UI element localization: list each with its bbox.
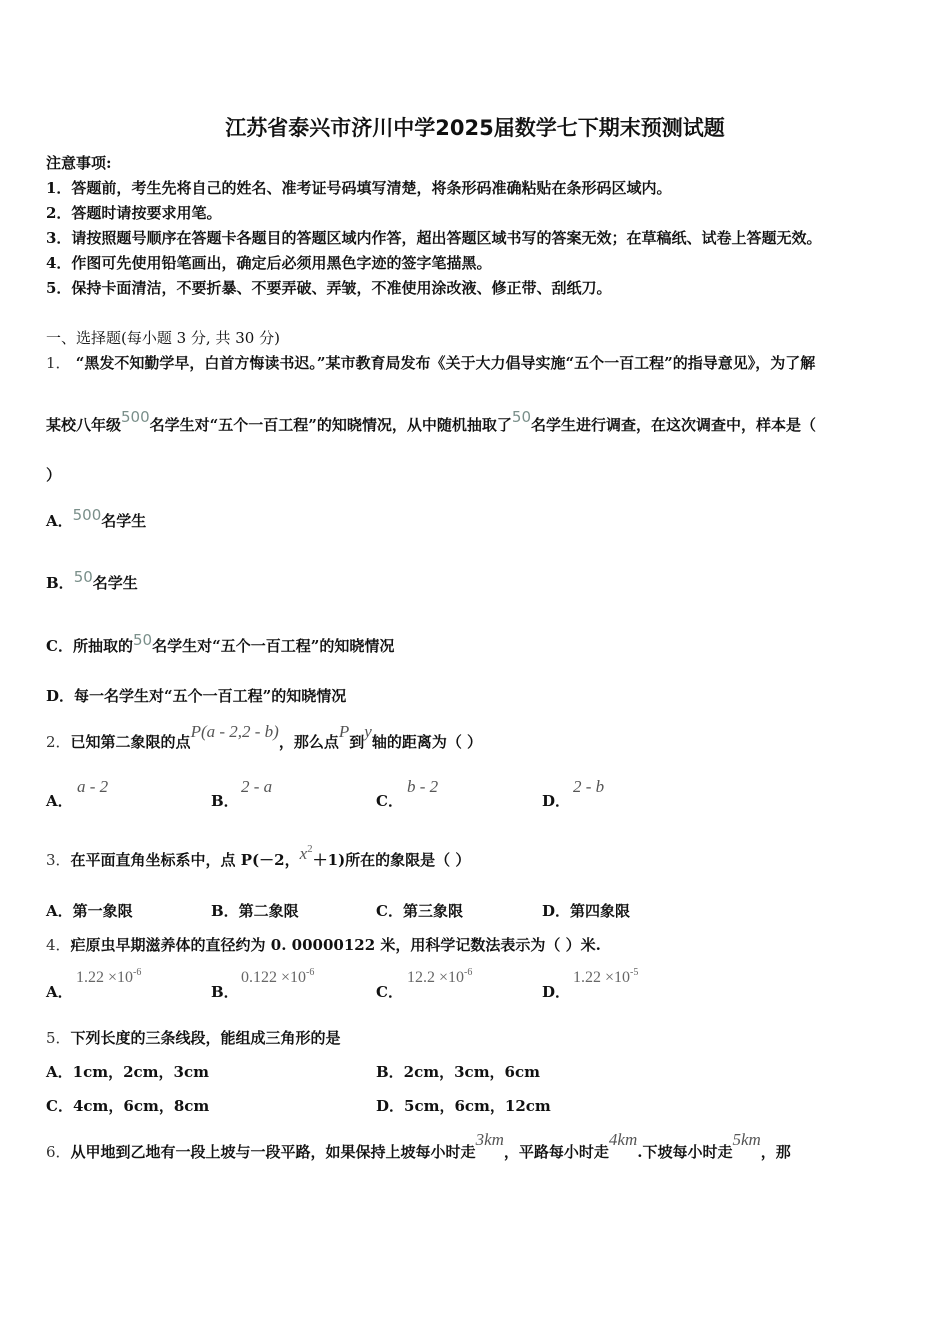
notice-item: 3．请按照题号顺序在答题卡各题目的答题区域内作答，超出答题区域书写的答案无效；在草稿纸、试卷上答题无效。 bbox=[46, 229, 822, 247]
math-expression: P bbox=[338, 722, 350, 741]
math-expression: y bbox=[364, 722, 372, 741]
option-text: 名学生 bbox=[101, 512, 147, 530]
math-number: 50 bbox=[511, 408, 532, 426]
option-c bbox=[46, 631, 395, 656]
option-c: C．4cm，6cm，8cm bbox=[46, 1097, 210, 1115]
option-b: B．2cm，3cm，6cm bbox=[376, 1063, 541, 1081]
question-number: 6． bbox=[46, 1143, 71, 1161]
question-text: 疟原虫早期滋养体的直径约为 0. 00000122 米，用科学记数法表示为（ ）米. bbox=[70, 936, 601, 954]
question-5 bbox=[46, 1027, 341, 1048]
option-b: B．第二象限 bbox=[211, 902, 299, 920]
notice-heading: 注意事项: bbox=[46, 154, 112, 172]
option-text: 所抽取的 bbox=[72, 637, 133, 655]
notice-item: 4．作图可先使用铅笔画出，确定后必须用黑色字迹的签字笔描黑。 bbox=[46, 254, 492, 272]
option-a bbox=[46, 506, 147, 531]
option-b bbox=[211, 981, 239, 1002]
question-text: ，那么点 bbox=[278, 733, 339, 751]
option-c-value: b - 2 bbox=[407, 777, 439, 796]
question-text: ，那 bbox=[760, 1143, 791, 1161]
question-number: 3． bbox=[46, 851, 71, 869]
math-expression: 5km bbox=[732, 1130, 761, 1149]
option-c: C．第三象限 bbox=[376, 902, 463, 920]
option-c bbox=[376, 790, 403, 811]
math-expression: 12.2 ×10 bbox=[407, 969, 465, 986]
option-label: A． bbox=[46, 792, 73, 810]
option-a-value bbox=[76, 969, 141, 987]
math-number: 50 bbox=[73, 568, 93, 586]
option-a bbox=[46, 790, 73, 811]
question-4 bbox=[46, 934, 601, 955]
option-a bbox=[46, 981, 73, 1002]
math-expression: 1.22 ×10 bbox=[573, 969, 631, 986]
option-d: D．5cm，6cm，12cm bbox=[376, 1097, 551, 1115]
question-6 bbox=[46, 1130, 791, 1162]
question-number: 4． bbox=[46, 936, 71, 954]
math-exponent: -6 bbox=[464, 967, 473, 978]
option-label: A． bbox=[46, 983, 73, 1001]
math-exponent: -5 bbox=[630, 967, 639, 978]
page-title: 江苏省泰兴市济川中学2025届数学七下期末预测试题 bbox=[225, 116, 725, 140]
option-label: B． bbox=[46, 574, 74, 592]
notice-item: 5．保持卡面清洁，不要折暴、不要弄破、弄皱，不准使用涂改液、修正带、刮纸刀。 bbox=[46, 279, 612, 297]
option-b-value bbox=[241, 969, 314, 987]
math-exponent: -6 bbox=[133, 967, 142, 978]
question-text: 下列长度的三条线段，能组成三角形的是 bbox=[70, 1029, 341, 1047]
notice-item: 1．答题前，考生先将自己的姓名、准考证号码填写清楚，将条形码准确粘贴在条形码区域内。 bbox=[46, 179, 672, 197]
text-segment: 某校八年级 bbox=[46, 416, 122, 434]
option-d-value: 2 - b bbox=[573, 777, 605, 796]
option-label: D． bbox=[542, 983, 571, 1001]
math-expression: 3km bbox=[475, 1130, 504, 1149]
section-heading: 一、选择题(每小题 3 分, 共 30 分) bbox=[46, 329, 280, 347]
option-label: C． bbox=[376, 983, 403, 1001]
notice-item: 2．答题时请按要求用笔。 bbox=[46, 204, 222, 222]
option-d bbox=[542, 981, 570, 1002]
option-text: 名学生对“五个一百工程”的知晓情况 bbox=[152, 637, 395, 655]
question-text: .下坡每小时走 bbox=[637, 1143, 733, 1161]
option-a: A．第一象限 bbox=[46, 902, 133, 920]
option-label: A． bbox=[46, 512, 73, 530]
math-number: 50 bbox=[132, 631, 153, 649]
option-label: B． bbox=[211, 983, 239, 1001]
question-text: ，平路每小时走 bbox=[503, 1143, 609, 1161]
math-number: 500 bbox=[72, 506, 102, 524]
math-expression: P(a - 2,2 - b) bbox=[190, 722, 279, 741]
option-d-value bbox=[573, 969, 638, 987]
text-segment: 名学生对“五个一百工程”的知晓情况，从中随机抽取了 bbox=[149, 416, 512, 434]
option-d bbox=[542, 790, 570, 811]
option-d bbox=[46, 685, 346, 706]
option-d: D．第四象限 bbox=[542, 902, 631, 920]
option-c bbox=[376, 981, 403, 1002]
math-expression: x bbox=[299, 844, 308, 863]
text-segment: 名学生进行调查，在这次调查中，样本是（ bbox=[531, 416, 817, 434]
question-1-line2 bbox=[46, 408, 817, 435]
question-text: “黑发不知勤学早，白首方悔读书迟。”某市教育局发布《关于大力倡导实施“五个一百工程”的指导意见》，为了解 bbox=[75, 354, 816, 372]
question-number: 1． bbox=[46, 354, 71, 372]
math-exponent: -6 bbox=[306, 967, 315, 978]
question-text: 在平面直角坐标系中，点 P(－2， bbox=[70, 851, 300, 869]
option-b-value: 2 - a bbox=[241, 777, 273, 796]
math-expression: 1.22 ×10 bbox=[76, 969, 134, 986]
option-c-value bbox=[407, 969, 472, 987]
option-label: D． bbox=[46, 687, 75, 705]
option-b bbox=[211, 790, 239, 811]
option-a-value: a - 2 bbox=[77, 777, 109, 796]
option-a: A．1cm，2cm，3cm bbox=[46, 1063, 209, 1081]
question-2 bbox=[46, 722, 483, 752]
option-label: C． bbox=[376, 792, 403, 810]
question-text: 从甲地到乙地有一段上坡与一段平路，如果保持上坡每小时走 bbox=[70, 1143, 476, 1161]
question-3 bbox=[46, 843, 471, 870]
math-expression: 0.122 ×10 bbox=[241, 969, 307, 986]
option-b bbox=[46, 568, 138, 593]
option-label: C． bbox=[46, 637, 73, 655]
math-number: 500 bbox=[121, 408, 150, 426]
option-text: 名学生 bbox=[92, 574, 138, 592]
question-text: 已知第二象限的点 bbox=[70, 733, 191, 751]
math-expression: 4km bbox=[608, 1130, 638, 1149]
question-1-line3: ） bbox=[46, 466, 62, 484]
question-text: ＋1)所在的象限是（ ） bbox=[312, 851, 471, 869]
question-number: 2． bbox=[46, 733, 71, 751]
option-text: 每一名学生对“五个一百工程”的知晓情况 bbox=[74, 687, 347, 705]
question-1 bbox=[46, 352, 815, 373]
question-number: 5． bbox=[46, 1029, 71, 1047]
question-text: 轴的距离为（ ） bbox=[371, 733, 483, 751]
math-exponent: 2 bbox=[307, 843, 313, 855]
question-text: 到 bbox=[349, 733, 365, 751]
option-label: D． bbox=[542, 792, 571, 810]
option-label: B． bbox=[211, 792, 239, 810]
